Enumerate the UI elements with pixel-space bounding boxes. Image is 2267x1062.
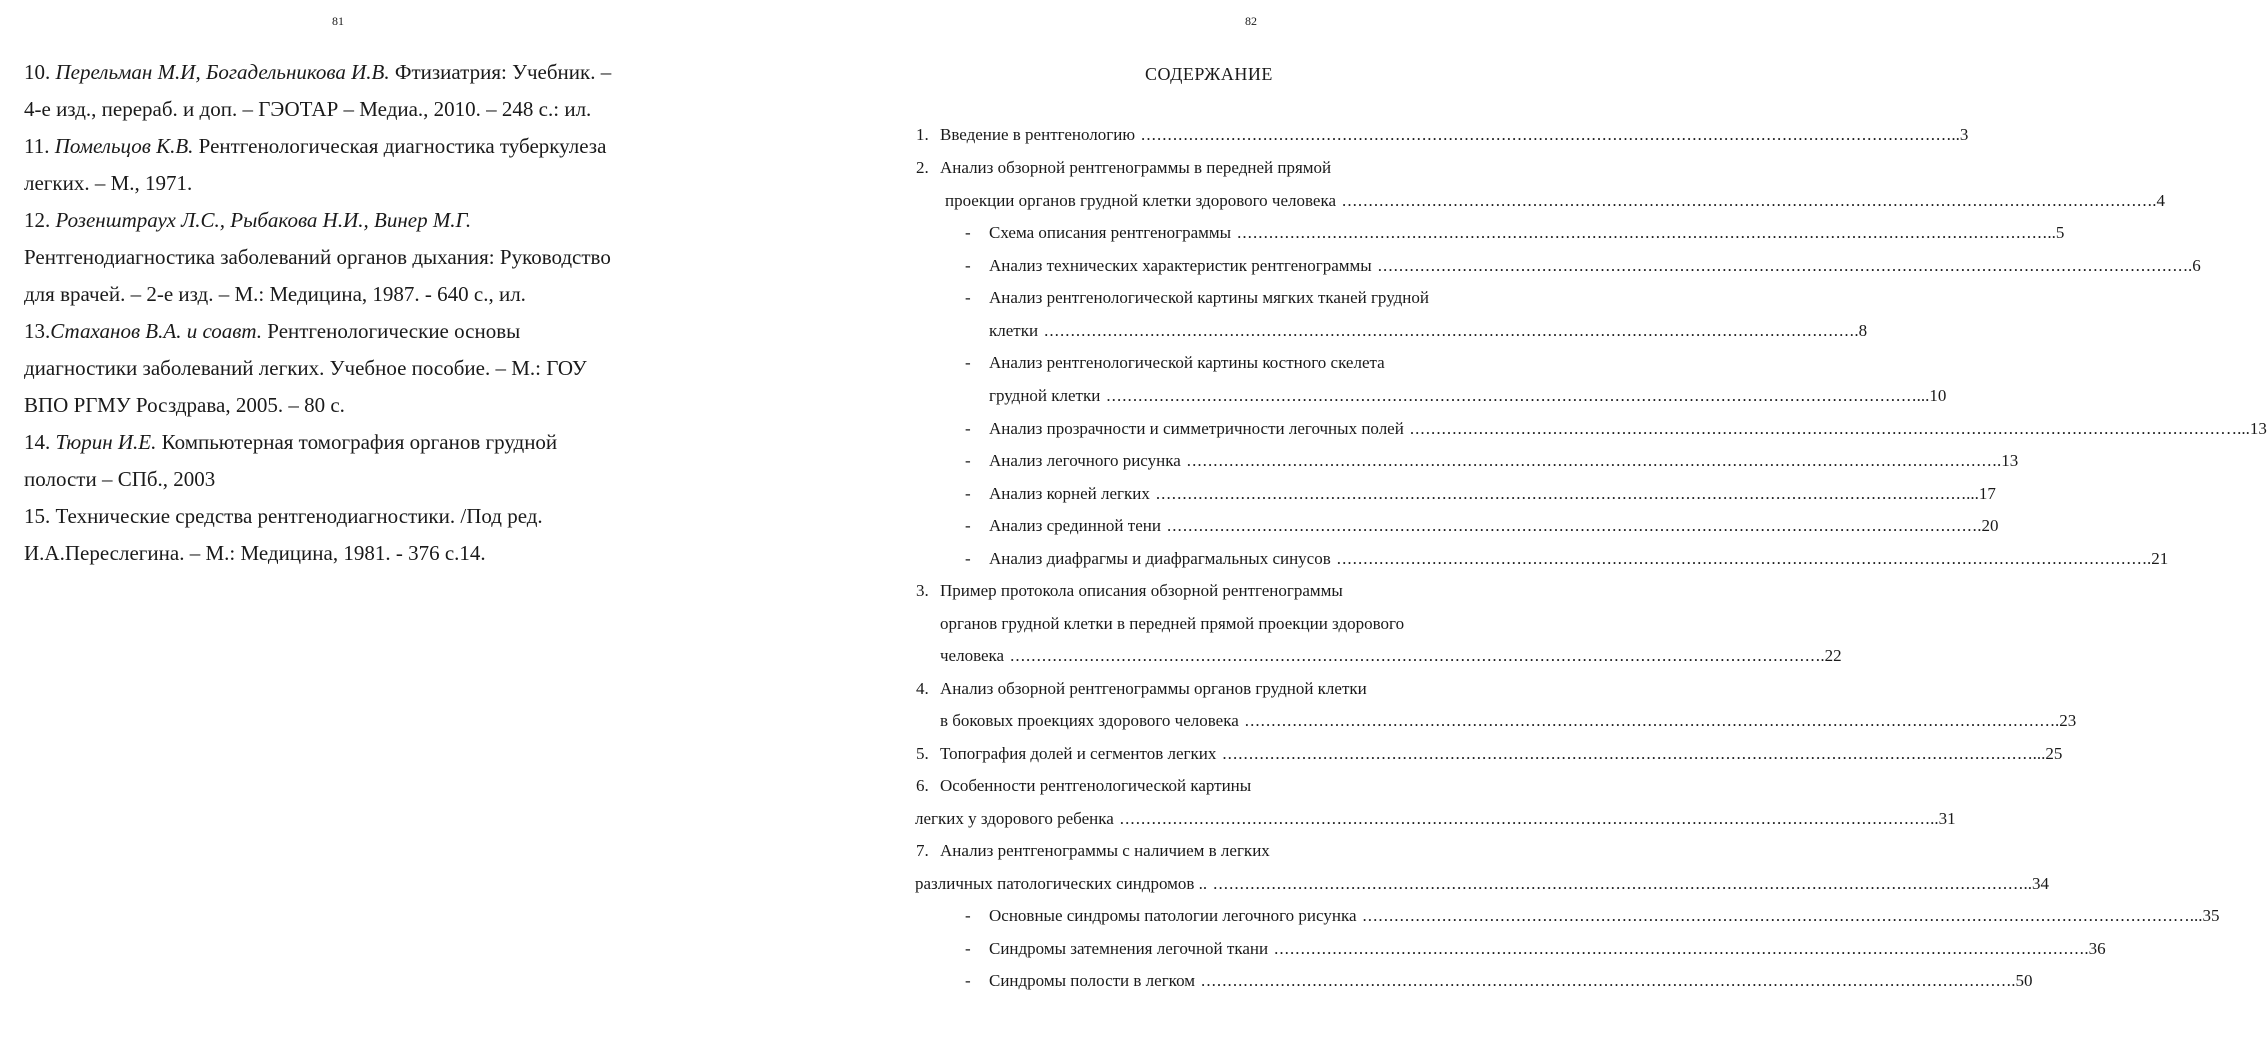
reference-authors: Тюрин И.Е.: [55, 430, 157, 454]
toc-page-number: ..34: [2023, 874, 2049, 893]
toc-bullet: -: [965, 288, 971, 307]
toc-entry-title: в боковых проекциях здорового человека: [940, 711, 1239, 730]
reference-text: легких. – М., 1971.: [24, 171, 193, 195]
toc-entry: [965, 223, 2064, 243]
toc-number: 1.: [916, 125, 929, 144]
toc-bullet: -: [965, 549, 971, 568]
toc-entry: [916, 158, 1331, 178]
toc-entry: [965, 971, 2033, 991]
toc-entry-title: Анализ обзорной рентгенограммы органов грудной клетки: [940, 679, 1367, 698]
toc-entry-title: человека: [940, 646, 1005, 665]
toc-entry-title: проекции органов грудной клетки здорового человека: [945, 191, 1337, 210]
reference-item: [24, 498, 684, 572]
reference-list: [24, 54, 684, 572]
toc-page-number: .22: [1820, 646, 1842, 665]
reference-text: Компьютерная томография органов грудной: [156, 430, 558, 454]
reference-line: [24, 498, 684, 535]
toc-entry: [916, 841, 1270, 861]
toc-bullet: -: [965, 419, 971, 438]
toc-entry-title: Анализ корней легких: [989, 484, 1150, 503]
reference-line: [24, 202, 684, 239]
toc-entry-title: легких у здорового ребенка: [915, 809, 1114, 828]
toc-entry: [965, 516, 1998, 536]
toc-entry: [965, 906, 2220, 926]
toc-title: СОДЕРЖАНИЕ: [1145, 64, 1273, 84]
reference-text: ВПО РГМУ Росздрава, 2005. – 80 с.: [24, 393, 345, 417]
reference-line: [24, 239, 684, 276]
toc-leader-dots: [1187, 451, 1995, 471]
toc-page-number: .13: [1997, 451, 2019, 470]
reference-text: для врачей. – 2-е изд. – М.: Медицина, 1987. - 640 с., ил.: [24, 282, 526, 306]
reference-line: [24, 54, 684, 91]
toc-leader-dots: [1044, 321, 1852, 341]
toc-entry: [965, 353, 1385, 373]
toc-number: 5.: [916, 744, 929, 763]
toc-leader-dots: [1245, 711, 2053, 731]
right-page: [800, 0, 2267, 1062]
toc-leader-dots: [1237, 223, 2045, 243]
toc-entry-title: Введение в рентгенологию: [940, 125, 1136, 144]
reference-authors: Перельман М.И, Богадельникова И.В.: [55, 60, 390, 84]
reference-text: 11.: [24, 134, 55, 158]
reference-item: [24, 202, 684, 313]
toc-entry-title: Схема описания рентгенограммы: [989, 223, 1232, 242]
toc-leader-dots: [1156, 484, 1964, 504]
toc-page-number: ..5: [2047, 223, 2065, 242]
toc-page-number: .21: [2147, 549, 2169, 568]
toc-entry: [965, 419, 2267, 439]
toc-entry-title: Анализ рентгенологической картины костного скелета: [989, 353, 1385, 372]
toc-page-number: .50: [2011, 971, 2033, 990]
toc-entry-title: Топография долей и сегментов легких: [940, 744, 1217, 763]
toc-leader-dots: [1222, 744, 2030, 764]
toc-number: 3.: [916, 581, 929, 600]
toc-page-number: .23: [2055, 711, 2077, 730]
toc-leader-dots: [1213, 874, 2021, 894]
toc-entry-title: Анализ обзорной рентгенограммы в передней прямой: [940, 158, 1332, 177]
reference-text: Рентгенологическая диагностика туберкулеза: [193, 134, 607, 158]
toc-entry: [965, 288, 1429, 308]
reference-text: 4-е изд., перераб. и доп. – ГЭОТАР – Медиа., 2010. – 248 с.: ил.: [24, 97, 592, 121]
page-number-right: 82: [1245, 14, 1257, 28]
toc-entry: [916, 776, 1251, 796]
toc-entry: [940, 646, 1842, 666]
toc-leader-dots: [1378, 256, 2186, 276]
toc-leader-dots: [1274, 939, 2082, 959]
toc-entry-title: клетки: [989, 321, 1039, 340]
toc-entry-title: Анализ срединной тени: [989, 516, 1161, 535]
toc-entry-title: Анализ рентгенологической картины мягких тканей грудной: [989, 288, 1429, 307]
toc-leader-dots: [1167, 516, 1975, 536]
toc-entry-title: Анализ легочного рисунка: [989, 451, 1181, 470]
toc-page-number: .6: [2187, 256, 2201, 275]
toc-page-number: ...10: [1916, 386, 1947, 405]
toc-entry: [915, 874, 2049, 894]
toc-page-number: …...35: [2172, 906, 2220, 925]
reference-text: полости – СПб., 2003: [24, 467, 216, 491]
toc-entry: [945, 191, 2165, 211]
toc-page-number: .4: [2152, 191, 2166, 210]
reference-authors: Стаханов В.А. и соавт.: [50, 319, 263, 343]
toc-bullet: -: [965, 484, 971, 503]
toc-page-number: .20: [1977, 516, 1999, 535]
toc-page-number: .36: [2084, 939, 2106, 958]
reference-line: [24, 535, 684, 572]
toc-page-number: ..3: [1951, 125, 1969, 144]
reference-line: [24, 128, 684, 165]
reference-text: Фтизиатрия: Учебник. –: [389, 60, 612, 84]
toc-leader-dots: [1337, 549, 2145, 569]
reference-line: [24, 276, 684, 313]
toc-entry-title: различных патологических синдромов ..: [915, 874, 1208, 893]
toc-entry: [965, 256, 2201, 276]
reference-text: Рентгенологические основы: [262, 319, 521, 343]
toc-entry: [916, 744, 2062, 764]
reference-line: [24, 350, 684, 387]
reference-line: [24, 165, 684, 202]
toc-page-number: ...17: [1966, 484, 1996, 503]
reference-line: [24, 424, 684, 461]
reference-line: [24, 313, 684, 350]
toc-entry: [916, 581, 1343, 601]
toc-entry: [916, 679, 1367, 699]
reference-line: [24, 91, 684, 128]
toc-bullet: -: [965, 971, 971, 990]
toc-leader-dots: [1363, 906, 2171, 926]
toc-bullet: -: [965, 451, 971, 470]
reference-text: диагностики заболеваний легких. Учебное пособие. – М.: ГОУ: [24, 356, 587, 380]
toc-leader-dots: [1010, 646, 1818, 666]
toc-entry-title: Синдромы полости в легком: [989, 971, 1196, 990]
toc-entry: [965, 451, 2018, 471]
left-page: [0, 0, 800, 1062]
toc-entry: [965, 484, 1996, 504]
toc-entry-title: органов грудной клетки в передней прямой проекции здорового: [940, 614, 1405, 633]
toc-bullet: -: [965, 906, 971, 925]
toc-leader-dots: [1106, 386, 1914, 406]
toc-number: 4.: [916, 679, 929, 698]
toc-entry: [989, 321, 1867, 341]
reference-item: [24, 128, 684, 202]
toc-number: 7.: [916, 841, 929, 860]
reference-line: [24, 387, 684, 424]
toc-entry-title: Синдромы затемнения легочной ткани: [989, 939, 1269, 958]
toc-entry-title: Пример протокола описания обзорной рентгенограммы: [940, 581, 1343, 600]
toc-bullet: -: [965, 223, 971, 242]
toc-page-number: .8: [1854, 321, 1868, 340]
toc-entry: [940, 614, 1404, 634]
toc-entry-title: Анализ прозрачности и симметричности легочных полей: [989, 419, 1404, 438]
toc-entry-title: Особенности рентгенологической картины: [940, 776, 1252, 795]
toc-entry-title: Анализ диафрагмы и диафрагмальных синусов: [989, 549, 1331, 568]
toc-leader-dots: [1201, 971, 2009, 991]
toc-leader-dots: [1141, 125, 1949, 145]
toc-entry-title: Анализ рентгенограммы с наличием в легких: [940, 841, 1270, 860]
reference-text: 14.: [24, 430, 56, 454]
toc-bullet: -: [965, 256, 971, 275]
toc-number: 6.: [916, 776, 929, 795]
toc-bullet: -: [965, 939, 971, 958]
toc-entry: [940, 711, 2076, 731]
toc-bullet: -: [965, 353, 971, 372]
toc-entry-title: Основные синдромы патологии легочного рисунка: [989, 906, 1357, 925]
toc-entry: [965, 939, 2106, 959]
reference-text: И.А.Переслегина. – М.: Медицина, 1981. - 376 с.14.: [24, 541, 486, 565]
toc-number: 2.: [916, 158, 929, 177]
toc-bullet: -: [965, 516, 971, 535]
toc-entry-title: Анализ технических характеристик рентгенограммы: [989, 256, 1372, 275]
toc-page-number: ..31: [1930, 809, 1956, 828]
reference-line: [24, 461, 684, 498]
reference-text: 13.: [24, 319, 51, 343]
toc-entry-title: грудной клетки: [989, 386, 1101, 405]
toc-entry: [965, 549, 2168, 569]
toc-leader-dots: [1410, 419, 2218, 439]
toc-entry: [915, 809, 1956, 829]
reference-item: [24, 424, 684, 498]
toc-entry: [989, 386, 1946, 406]
reference-authors: Помельцов К.В.: [54, 134, 194, 158]
toc-page-number: …...13: [2220, 419, 2267, 438]
reference-authors: Розенштраух Л.С., Рыбакова Н.И., Винер М.Г.: [55, 208, 472, 232]
toc-page-number: ...25: [2032, 744, 2063, 763]
toc-leader-dots: [1342, 191, 2150, 211]
reference-text: 15. Технические средства рентгенодиагностики. /Под ред.: [24, 504, 543, 528]
page-number-left: 81: [332, 14, 344, 28]
reference-item: [24, 54, 684, 128]
toc-entry: [916, 125, 1968, 145]
toc-leader-dots: [1120, 809, 1928, 829]
reference-text: 12.: [24, 208, 56, 232]
reference-text: Рентгенодиагностика заболеваний органов дыхания: Руководство: [24, 245, 611, 269]
reference-text: 10.: [24, 60, 56, 84]
reference-item: [24, 313, 684, 424]
